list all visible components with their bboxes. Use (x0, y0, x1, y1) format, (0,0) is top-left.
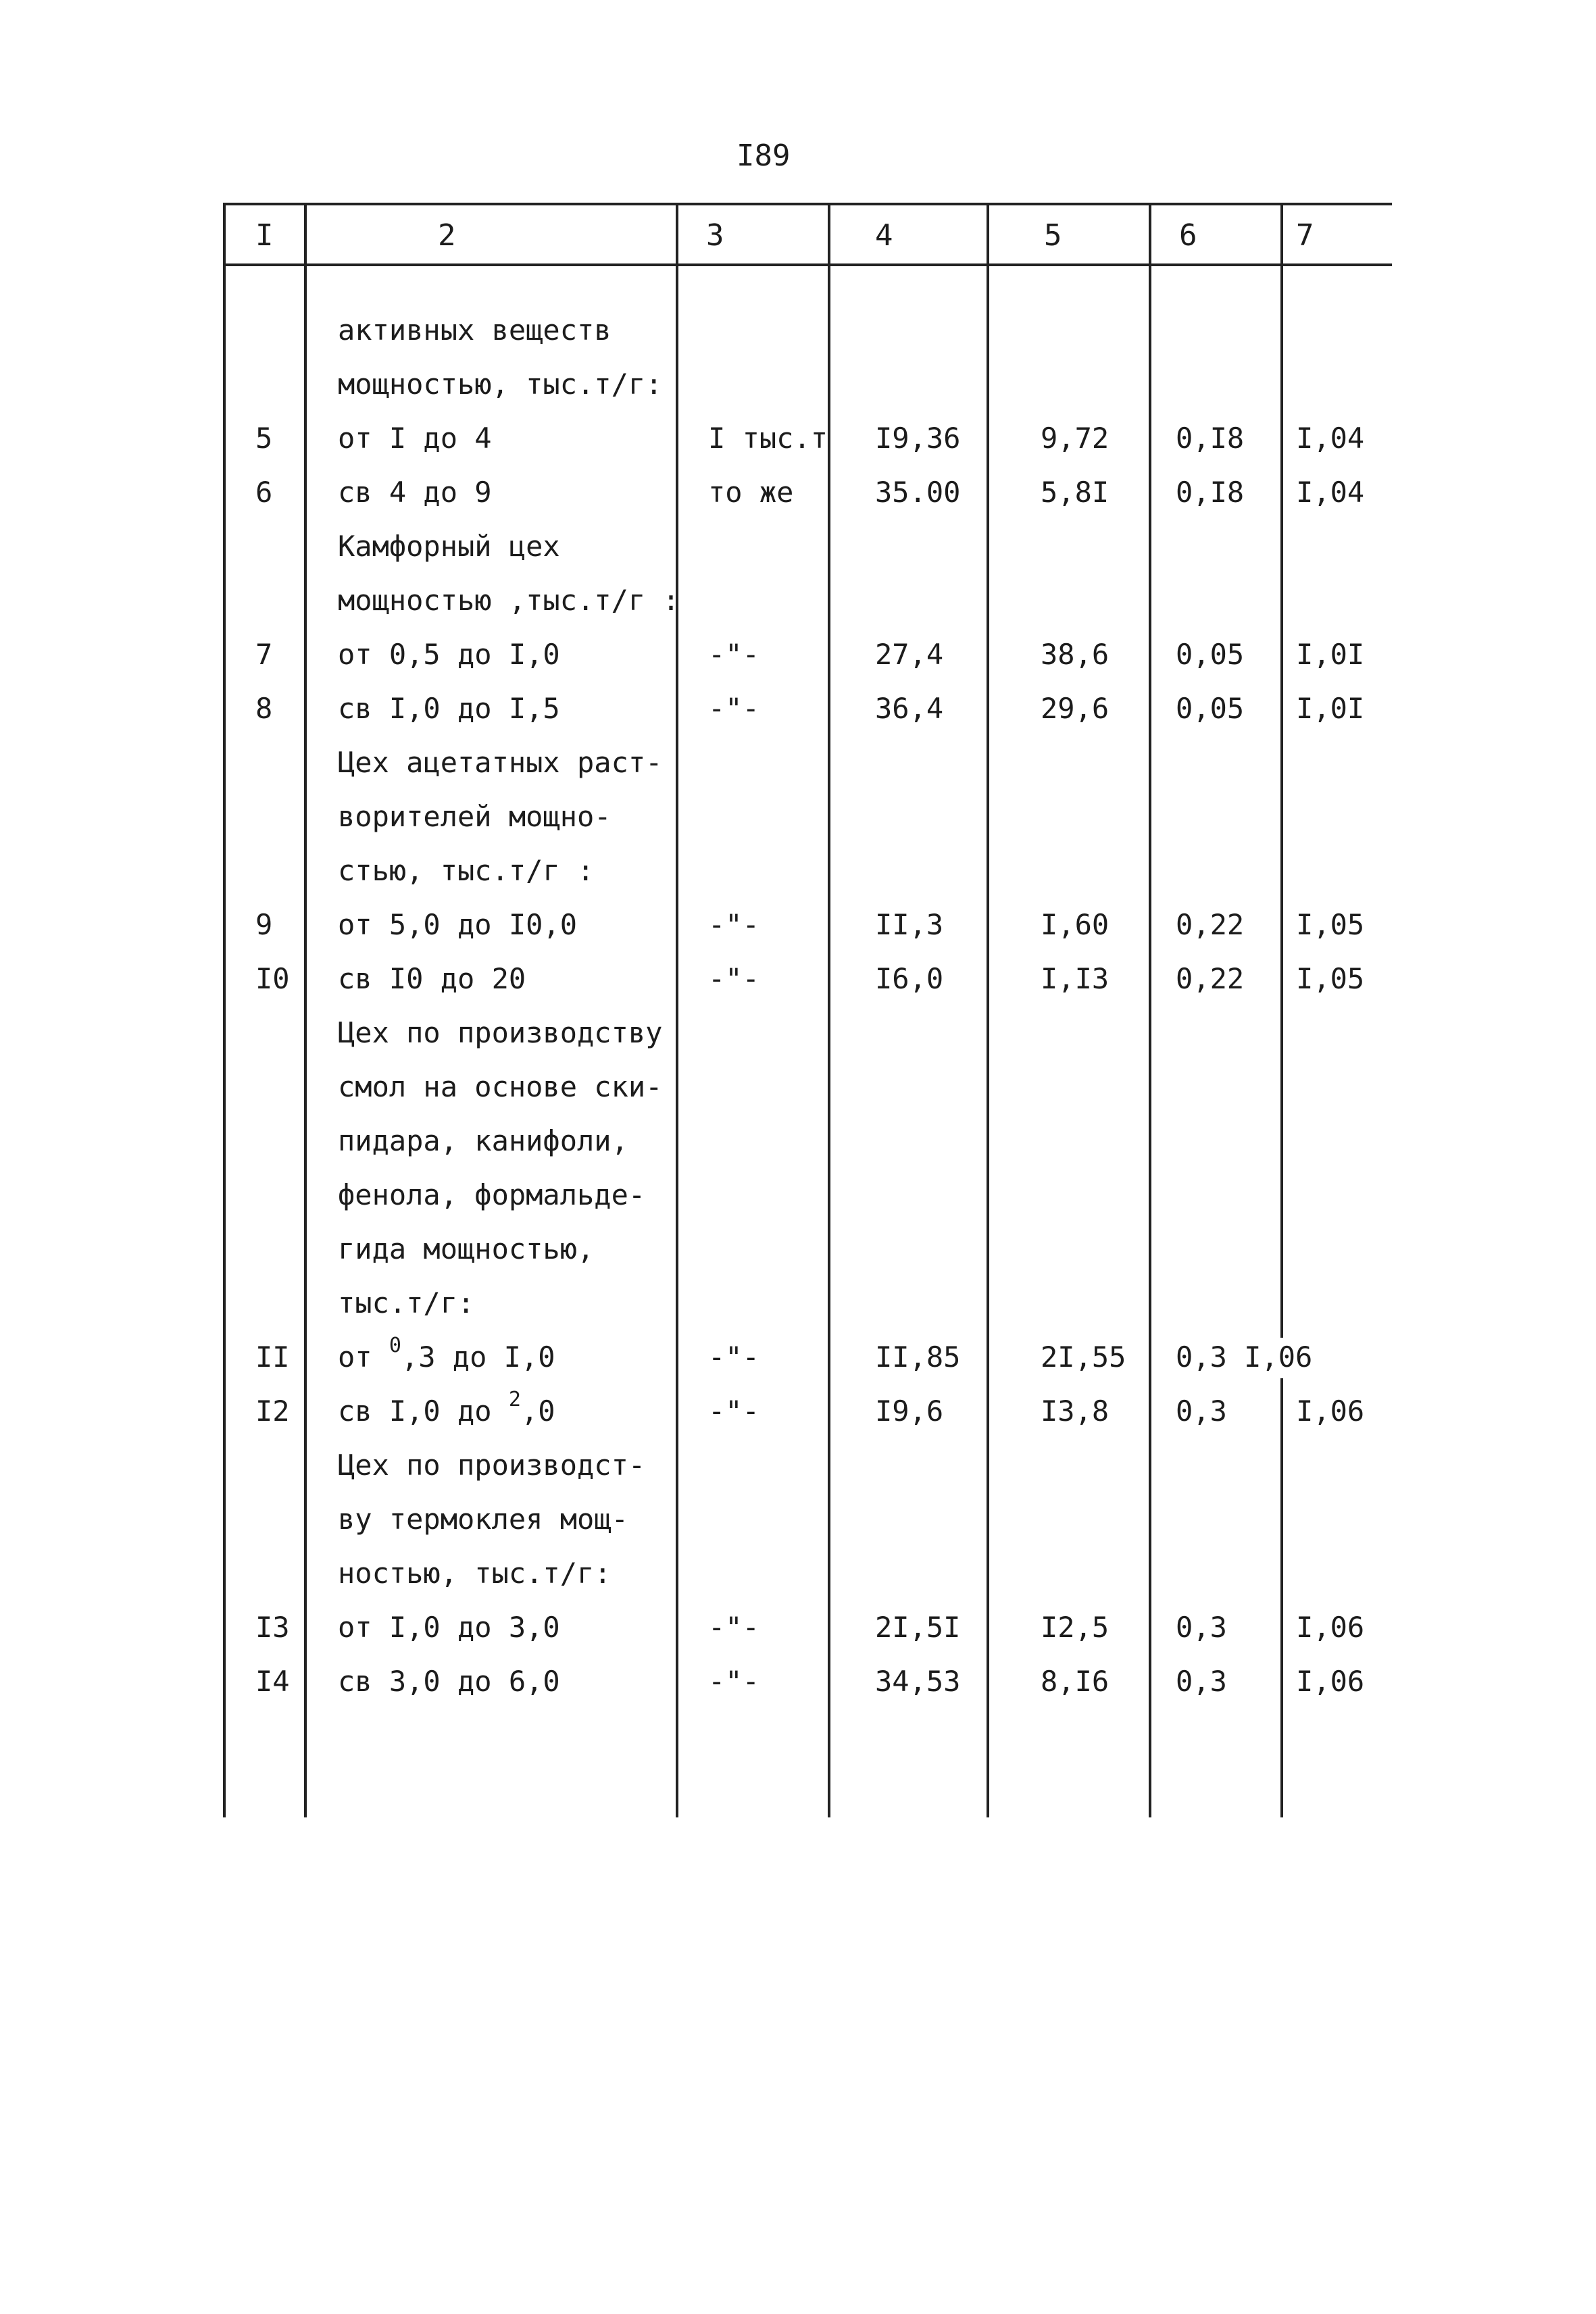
table-cell-c2 (338, 1334, 555, 1374)
page-number: I89 (737, 139, 791, 173)
column-divider (1280, 1378, 1283, 1817)
table-cell-c2: Цех по производству (338, 1016, 663, 1049)
table-cell-c7: I,0I (1296, 692, 1365, 725)
table-cell-c1: I3 (255, 1611, 290, 1644)
table-cell-c1: I2 (255, 1394, 290, 1428)
table-cell-c7: I,06 (1296, 1665, 1365, 1698)
table-cell-c3: -"- (708, 1665, 759, 1698)
table-cell-c1: 5 (255, 422, 273, 455)
column-header: 7 (1296, 218, 1314, 253)
table-cell-c4: II,85 (875, 1340, 961, 1374)
table-cell-c2: св I,0 до I,5 (338, 692, 560, 725)
table-cell-c5: 8,I6 (1041, 1665, 1109, 1698)
table-cell-c6: 0,05 (1176, 638, 1245, 671)
cell-text: св I,0 до (338, 1394, 509, 1428)
table-cell-c7: I,05 (1296, 962, 1365, 995)
table-cell-c5: 29,6 (1041, 692, 1109, 725)
table-cell-c2: пидара, канифоли, (338, 1124, 628, 1157)
table-cell-c5: 2I,55 (1041, 1340, 1126, 1374)
table-cell-c6: 0,3 I,06 (1176, 1340, 1313, 1374)
table-cell-c1: 7 (255, 638, 273, 671)
table-cell-c2: св 4 до 9 (338, 476, 492, 509)
table-cell-c2: св I0 до 20 (338, 962, 526, 995)
table-cell-c2: Цех по производст- (338, 1449, 646, 1482)
table-cell-c4: 36,4 (875, 692, 944, 725)
table-cell-c4: 35.00 (875, 476, 961, 509)
cell-text: ,3 до I,0 (401, 1340, 555, 1374)
table-cell-c2: ву термоклея мощ- (338, 1503, 628, 1536)
table-cell-c2: фенола, формальде- (338, 1178, 646, 1211)
table-cell-c3: -"- (708, 1394, 759, 1428)
table-cell-c2: тыс.т/г: (338, 1286, 475, 1319)
table-top-rule (223, 203, 1392, 205)
table-cell-c2: от I до 4 (338, 422, 492, 455)
table-cell-c3: I тыс.т (708, 422, 828, 455)
table-cell-c3: -"- (708, 692, 759, 725)
table-cell-c5: I3,8 (1041, 1394, 1109, 1428)
table-cell-c4: II,3 (875, 908, 944, 941)
table-cell-c2: от 0,5 до I,0 (338, 638, 560, 671)
table-cell-c5: I2,5 (1041, 1611, 1109, 1644)
column-divider (676, 203, 678, 1817)
table-cell-c5: 9,72 (1041, 422, 1109, 455)
table-cell-c2: от I,0 до 3,0 (338, 1611, 560, 1644)
table-cell-c1: 6 (255, 476, 273, 509)
table-cell-c2: Камфорный цех (338, 530, 560, 563)
table-cell-c5: 5,8I (1041, 476, 1109, 509)
table-cell-c2 (338, 1388, 555, 1428)
column-header: 3 (706, 218, 724, 253)
table-cell-c4: 34,53 (875, 1665, 961, 1698)
table-cell-c3: -"- (708, 1340, 759, 1374)
cell-text: от (338, 1340, 389, 1374)
table-cell-c4: I9,6 (875, 1394, 944, 1428)
table-cell-c3: то же (708, 476, 794, 509)
table-cell-c3: -"- (708, 908, 759, 941)
column-divider (304, 203, 307, 1817)
table-cell-c2: от 5,0 до I0,0 (338, 908, 578, 941)
table-cell-c7: I,06 (1296, 1611, 1365, 1644)
column-header: 2 (438, 218, 456, 253)
table-cell-c7: I,04 (1296, 422, 1365, 455)
table-cell-c4: 2I,5I (875, 1611, 961, 1644)
table-cell-c5: I,60 (1041, 908, 1109, 941)
column-header: 6 (1179, 218, 1197, 253)
column-header: 5 (1044, 218, 1062, 253)
table-cell-c7: I,0I (1296, 638, 1365, 671)
table-cell-c6: 0,22 (1176, 962, 1245, 995)
superscript-digit: 2 (508, 1388, 521, 1411)
column-divider (987, 203, 989, 1817)
table-cell-c7: I,05 (1296, 908, 1365, 941)
column-divider (223, 203, 226, 263)
table-cell-c2: ностью, тыс.т/г: (338, 1557, 612, 1590)
table-cell-c6: 0,05 (1176, 692, 1245, 725)
column-divider (1149, 203, 1151, 1817)
table-cell-c6: 0,I8 (1176, 476, 1245, 509)
table-cell-c3: -"- (708, 962, 759, 995)
table-cell-c3: -"- (708, 1611, 759, 1644)
table-cell-c2: св 3,0 до 6,0 (338, 1665, 560, 1698)
table-cell-c2: гида мощностью, (338, 1232, 595, 1265)
cell-text: ,0 (520, 1394, 555, 1428)
table-cell-c2: смол на основе ски- (338, 1070, 663, 1103)
table-cell-c3: -"- (708, 638, 759, 671)
column-divider (1280, 203, 1283, 1338)
column-header: 4 (875, 218, 893, 253)
table-cell-c6: 0,22 (1176, 908, 1245, 941)
column-divider (828, 203, 830, 1817)
column-header: I (255, 218, 274, 253)
table-cell-c6: 0,3 (1176, 1394, 1227, 1428)
table-cell-c7: I,04 (1296, 476, 1365, 509)
table-cell-c6: 0,3 (1176, 1665, 1227, 1698)
table-cell-c2: Цех ацетатных раст- (338, 746, 663, 779)
table-cell-c2: мощностью ,тыс.т/г : (338, 584, 680, 617)
table-cell-c2: активных веществ (338, 313, 612, 347)
table-cell-c4: 27,4 (875, 638, 944, 671)
table-header-rule (223, 263, 1392, 266)
table-cell-c1: I0 (255, 962, 290, 995)
table-cell-c6: 0,3 (1176, 1611, 1227, 1644)
column-divider (223, 263, 226, 1817)
table-cell-c1: II (255, 1340, 290, 1374)
table-cell-c2: стью, тыс.т/г : (338, 854, 595, 887)
table-cell-c2: мощностью, тыс.т/г: (338, 368, 663, 401)
table-cell-c1: I4 (255, 1665, 290, 1698)
table-cell-c6: 0,I8 (1176, 422, 1245, 455)
superscript-digit: 0 (389, 1334, 401, 1357)
table-cell-c5: 38,6 (1041, 638, 1109, 671)
table-cell-c1: 9 (255, 908, 273, 941)
table-cell-c1: 8 (255, 692, 273, 725)
table-cell-c4: I9,36 (875, 422, 961, 455)
table-cell-c2: ворителей мощно- (338, 800, 612, 833)
table-cell-c5: I,I3 (1041, 962, 1109, 995)
table-cell-c7: I,06 (1296, 1394, 1365, 1428)
table-cell-c4: I6,0 (875, 962, 944, 995)
